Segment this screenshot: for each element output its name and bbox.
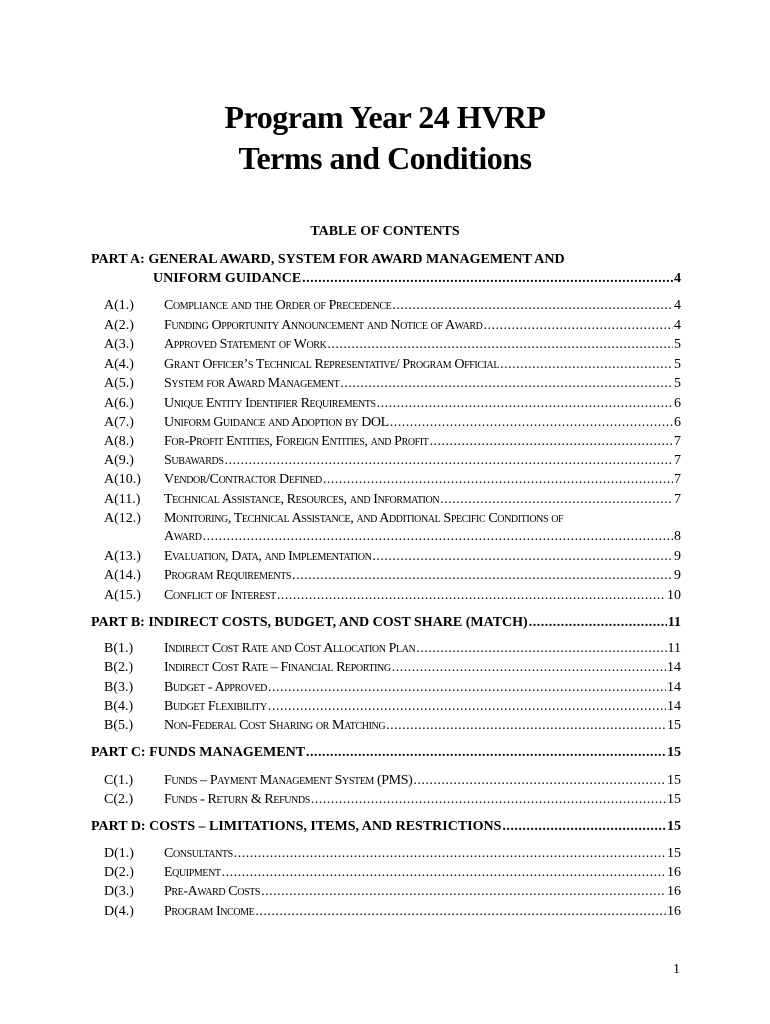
toc-part-heading-line1 (91, 817, 681, 836)
toc-entry[interactable] (104, 640, 681, 658)
dot-leader (306, 743, 666, 762)
dot-leader (429, 433, 673, 451)
toc-entry-title: Program Requirements (164, 568, 292, 583)
toc-page-number: 15 (667, 718, 681, 733)
dot-leader (390, 414, 673, 432)
toc-entry[interactable] (104, 698, 681, 716)
toc-page-number: 7 (674, 492, 681, 507)
toc-entry-title: Approved Statement of Work (164, 337, 327, 352)
toc-page-number: 7 (674, 453, 681, 468)
dot-leader (292, 567, 673, 585)
toc-part-heading[interactable] (91, 613, 681, 632)
toc-entry[interactable] (104, 336, 681, 354)
toc-page-number: 5 (674, 357, 681, 372)
page-number: 1 (673, 962, 680, 977)
toc-entry[interactable] (104, 567, 681, 585)
toc-entry-number: C(2.) (104, 792, 134, 807)
toc-entry-number: A(11.) (104, 492, 141, 507)
toc-entry-number: B(5.) (104, 718, 134, 733)
toc-part-title: PART B: INDIRECT COSTS, BUDGET, AND COST SHARE (MATCH) (91, 615, 528, 630)
toc-page-number: 14 (667, 699, 681, 714)
toc-entry-title: Monitoring, Technical Assistance, and Additional Specific Conditions of (164, 511, 564, 526)
toc-entry-number: B(1.) (104, 641, 134, 656)
toc-entry-title: Technical Assistance, Resources, and Information (164, 492, 440, 507)
toc-part-heading-line2 (91, 269, 681, 288)
toc-entry-title: Conflict of Interest (164, 588, 276, 603)
toc-entry-number: D(1.) (104, 846, 134, 861)
toc-entry-number: A(8.) (104, 434, 134, 449)
toc-entry-title: Funding Opportunity Announcement and Notice of Award (164, 318, 483, 333)
toc-entry[interactable] (104, 679, 681, 697)
dot-leader (277, 587, 666, 605)
dot-leader (327, 336, 673, 354)
toc-page-number: 16 (667, 884, 681, 899)
document-title-line1: Program Year 24 HVRP (224, 99, 546, 135)
toc-part-title-cont: UNIFORM GUIDANCE (153, 271, 302, 286)
toc-entry[interactable] (104, 471, 681, 489)
toc-entry-title: Non-Federal Cost Sharing or Matching (164, 718, 386, 733)
dot-leader (529, 613, 667, 632)
toc-heading: TABLE OF CONTENTS (310, 224, 460, 239)
toc-entry[interactable] (104, 717, 681, 735)
toc-entry[interactable] (104, 903, 681, 921)
toc-page-number: 11 (667, 615, 681, 630)
toc-part-heading[interactable] (91, 743, 681, 762)
toc-entry[interactable] (104, 845, 681, 863)
toc-entry-number: A(2.) (104, 318, 134, 333)
dot-leader (413, 772, 666, 790)
toc-page-number: 6 (674, 415, 681, 430)
dot-leader (203, 528, 673, 546)
document-title-line2: Terms and Conditions (238, 140, 532, 176)
toc-entry-title: Compliance and the Order of Precedence (164, 298, 392, 313)
toc-page-number: 16 (667, 904, 681, 919)
toc-entry-title: Unique Entity Identifier Requirements (164, 396, 376, 411)
toc-part-title: PART C: FUNDS MANAGEMENT (91, 745, 306, 760)
toc-entry-title: Vendor/Contractor Defined (164, 472, 322, 487)
toc-entry[interactable] (104, 414, 681, 432)
toc-entry-number: A(10.) (104, 472, 141, 487)
dot-leader (234, 845, 666, 863)
toc-entry-title: Budget Flexibility (164, 699, 267, 714)
toc-entry-number: A(4.) (104, 357, 134, 372)
toc-page-number: 4 (674, 271, 681, 286)
toc-page-number: 6 (674, 396, 681, 411)
toc-entry-title: Indirect Cost Rate and Cost Allocation Plan (164, 641, 416, 656)
toc-entry-title: Budget - Approved (164, 680, 267, 695)
toc-entry-number: A(6.) (104, 396, 134, 411)
toc-entry-title: Equipment (164, 865, 221, 880)
toc-entry-number: B(4.) (104, 699, 134, 714)
toc-part-heading-line1 (91, 743, 681, 762)
toc-entry-continuation[interactable] (164, 528, 681, 546)
toc-page-number: 7 (674, 434, 681, 449)
dot-leader (340, 375, 673, 393)
toc-part-heading-line1 (91, 250, 681, 269)
dot-leader (311, 791, 666, 809)
toc-page-number: 14 (667, 680, 681, 695)
toc-entry-number: A(9.) (104, 453, 134, 468)
toc-part-title: PART A: GENERAL AWARD, SYSTEM FOR AWARD MANAGEMENT AND (91, 252, 565, 267)
toc-page-number: 11 (667, 641, 681, 656)
toc-part-heading-line1 (91, 613, 681, 632)
toc-entry-number: A(7.) (104, 415, 134, 430)
toc-part-heading[interactable] (91, 250, 681, 288)
toc-page-number: 15 (667, 773, 681, 788)
toc-page-number: 8 (674, 529, 681, 544)
dot-leader (386, 717, 666, 735)
dot-leader (268, 698, 666, 716)
dot-leader (222, 864, 666, 882)
toc-entry[interactable] (104, 375, 681, 393)
toc-entry[interactable] (104, 395, 681, 413)
toc-entry-number: A(5.) (104, 376, 134, 391)
toc-entry[interactable] (104, 791, 681, 809)
dot-leader (225, 452, 673, 470)
toc-entry-title: Uniform Guidance and Adoption by DOL (164, 415, 389, 430)
toc-entry-title: Subawards (164, 453, 224, 468)
toc-entry[interactable] (104, 356, 681, 374)
toc-entry-title: Consultants (164, 846, 233, 861)
toc-entry-title: Indirect Cost Rate – Financial Reporting (164, 660, 391, 675)
toc-entry-title: System for Award Management (164, 376, 340, 391)
toc-page-number: 15 (667, 846, 681, 861)
toc-page-number: 5 (674, 376, 681, 391)
toc-page-number: 5 (674, 337, 681, 352)
toc-entry-number: B(2.) (104, 660, 134, 675)
toc-entry-title: Program Income (164, 904, 255, 919)
toc-page-number: 15 (667, 819, 681, 834)
toc-entry-number: C(1.) (104, 773, 134, 788)
dot-leader (392, 659, 666, 677)
toc-entry-title-cont: Award (164, 529, 202, 544)
dot-leader (502, 817, 666, 836)
toc-entry-number: D(2.) (104, 865, 134, 880)
toc-entry-number: A(15.) (104, 588, 141, 603)
dot-leader (500, 356, 673, 374)
toc-entry-number: B(3.) (104, 680, 134, 695)
toc-page-number: 9 (674, 568, 681, 583)
toc-page-number: 4 (674, 318, 681, 333)
toc-page-number: 16 (667, 865, 681, 880)
toc-entry[interactable] (104, 433, 681, 451)
toc-entry-number: A(12.) (104, 511, 141, 526)
dot-leader (416, 640, 666, 658)
dot-leader (484, 317, 674, 335)
toc-entry-title: Evaluation, Data, and Implementation (164, 549, 372, 564)
toc-entry-title: Funds – Payment Management System (PMS) (164, 773, 413, 788)
toc-entry[interactable] (104, 587, 681, 605)
toc-entry[interactable] (104, 510, 681, 528)
toc-page-number: 7 (674, 472, 681, 487)
toc-entry[interactable] (104, 452, 681, 470)
dot-leader (302, 269, 673, 288)
toc-entry[interactable] (104, 297, 681, 315)
dot-leader (255, 903, 666, 921)
toc-page-number: 14 (667, 660, 681, 675)
dot-leader (268, 679, 666, 697)
toc-entry[interactable] (104, 548, 681, 566)
toc-entry-title: Grant Officer’s Technical Representative/ Program Official (164, 357, 500, 372)
toc-page-number: 9 (674, 549, 681, 564)
toc-page-number: 15 (667, 745, 681, 760)
toc-entry-number: A(1.) (104, 298, 134, 313)
toc-entry[interactable] (104, 317, 681, 335)
toc-entry[interactable] (104, 772, 681, 790)
toc-page-number: 15 (667, 792, 681, 807)
toc-entry-number: D(3.) (104, 884, 134, 899)
toc-entry[interactable] (104, 864, 681, 882)
toc-entry-number: D(4.) (104, 904, 134, 919)
toc-entry-number: A(14.) (104, 568, 141, 583)
dot-leader (377, 395, 673, 413)
dot-leader (392, 297, 673, 315)
toc-entry-title: Pre-Award Costs (164, 884, 261, 899)
toc-page-number: 4 (674, 298, 681, 313)
dot-leader (261, 883, 666, 901)
toc-entry[interactable] (104, 491, 681, 509)
toc-entry-number: A(3.) (104, 337, 134, 352)
toc-entry-title: Funds - Return & Refunds (164, 792, 310, 807)
dot-leader (440, 491, 673, 509)
toc-page-number: 10 (667, 588, 681, 603)
dot-leader (323, 471, 673, 489)
dot-leader (372, 548, 673, 566)
toc-entry[interactable] (104, 883, 681, 901)
toc-entry-title: For-Profit Entities, Foreign Entities, and Profit (164, 434, 429, 449)
toc-entry-number: A(13.) (104, 549, 141, 564)
toc-part-title: PART D: COSTS – LIMITATIONS, ITEMS, AND RESTRICTIONS (91, 819, 502, 834)
toc-entry[interactable] (104, 659, 681, 677)
toc-part-heading[interactable] (91, 817, 681, 836)
